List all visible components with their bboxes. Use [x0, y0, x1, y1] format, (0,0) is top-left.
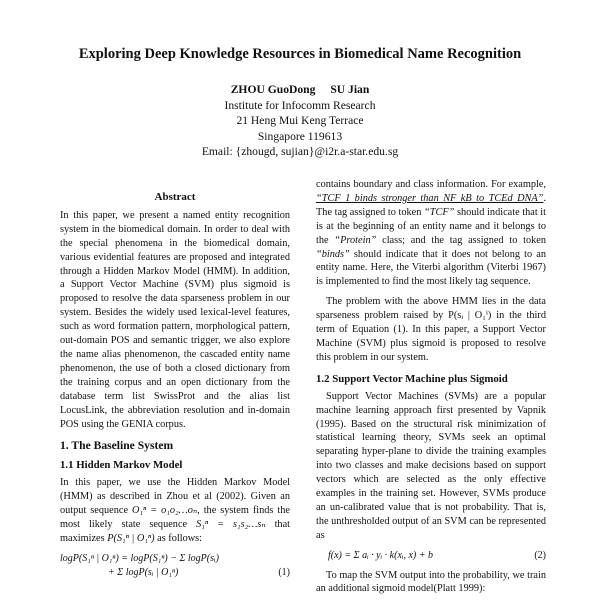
hmm-text-d: as follows: — [157, 532, 203, 544]
equation-2-number: (2) — [534, 549, 546, 561]
paper-title: Exploring Deep Knowledge Resources in Biomedical Name Recognition — [78, 46, 522, 62]
example-sentence: “TCF 1 binds stronger than NF kB to TCEd DNA” — [316, 192, 544, 204]
tag-text-c: should indicate that it is at the beginning of an entity name and it belongs to the — [316, 206, 547, 246]
svm-paragraph: Support Vector Machines (SVMs) are a popular machine learning approach first presented by Vapnik (1995). Based on the structural risk minimization of statistical learning theory, SVMs seek an optimal separating hyper-plane to divide the training examples into two classes and make decisions based on support vectors which are selected as the only effective examples in the training set. However, SVMs produce an un-calibrated value that is not probability. That is, the unthresholded output of an SVM can be represented as — [316, 390, 546, 541]
token-binds: “binds” — [316, 248, 350, 260]
prob-formula: P(S₁ⁿ | O₁ⁿ) — [107, 532, 155, 544]
equation-1-line-1: logP(S₁ⁿ | O₁ⁿ) = logP(S₁ⁿ) − Σ logP(sᵢ) — [60, 552, 219, 564]
abstract-heading: Abstract — [154, 191, 196, 203]
state-seq-formula: S₁ⁿ = s₁s₂…sₙ — [196, 518, 266, 530]
author-1: ZHOU GuoDong — [230, 83, 316, 96]
right-column — [316, 178, 546, 596]
sigmoid-paragraph: To map the SVM output into the probability, we train an additional sigmoid model(Platt 1999): — [316, 569, 546, 595]
hmm-text-a: In this paper, we use the Hidden Markov Model (HMM) as described in Zhou et al (2002). Given an output sequence — [60, 477, 290, 517]
hmm-paragraph: In this paper, we use the Hidden Markov Model (HMM) as described in Zhou et al (2002). Given an output sequence O₁ⁿ = o₁o₂…oₙ, the system finds the most likely state sequence S₁ⁿ = s₁s₂…sₙ that maximizes P(S₁ⁿ | O₁ⁿ) as follows: — [60, 477, 291, 544]
left-column — [60, 191, 290, 586]
author-block — [0, 82, 600, 160]
equation-1 — [60, 552, 290, 580]
institute: Institute for Infocomm Research — [224, 98, 376, 112]
equation-2 — [316, 549, 546, 563]
hmm-text-b: the system finds the most likely state sequence — [60, 505, 290, 530]
address-line-2: Singapore 119613 — [257, 129, 343, 143]
subsection-1-1-heading: 1.1 Hidden Markov Model — [60, 459, 183, 472]
address-line-1: 21 Heng Mui Keng Terrace — [236, 114, 364, 127]
sparseness-paragraph: The problem with the above HMM lies in the data sparseness problem raised by P(sᵢ | O₁ⁱ) in the third term of Equation (1). In this paper, a Support Vector Machine (SVM) plus sigmoid is proposed to resolve this problem in our system. — [316, 296, 546, 363]
section-1-heading: 1. The Baseline System — [60, 439, 174, 453]
tag-paragraph — [316, 178, 546, 289]
equation-2-formula: f(x) = Σ aᵢ · yᵢ · k(xᵢ, x) + b — [328, 549, 433, 561]
tag-text-e: should indicate that it does not belong to an entity name. Here, the Viterbi algorithm (Viterbi 1967) is implemented to find the most likely tag sequence. — [316, 248, 547, 288]
output-seq-formula: O₁ⁿ = o₁o₂…oₙ — [132, 505, 198, 517]
author-2: SU Jian — [330, 83, 370, 96]
tag-text-a: contains boundary and class information. For example, — [316, 179, 546, 190]
email: Email: {zhougd, sujian}@i2r.a-star.edu.sg — [201, 145, 399, 158]
equation-1-number: (1) — [278, 566, 290, 578]
abstract-text: In this paper, we present a named entity recognition system in the biomedical domain. In order to deal with the special phenomena in the biomedical domain, various evidential features are proposed and integrated through a Hidden Markov Model (HMM). In addition, a Support Vector Machine (SVM) plus sigmoid is proposed to resolve the data sparseness problem in our system. Besides the widely used lexical-level features, such as word formation pattern, morphological pattern, out-domain POS and semantic trigger, we also explore the name alias phenomenon, the cascaded entity name phenomenon, the use of both a closed dictionary from the training corpus and an open dictionary from the database term list SwissProt and the alias list LocusLink, the abbreviation resolution and in-domain POS using the GENIA corpus. — [60, 209, 290, 430]
equation-1-line-2: + Σ logP(sᵢ | O₁ⁿ) — [108, 566, 179, 578]
author-names — [0, 82, 600, 98]
class-protein: “Protein” — [334, 234, 377, 246]
hmm-text-c: that maximizes — [60, 518, 291, 544]
tag-text-d: class; and the tag assigned to token — [382, 234, 547, 246]
token-tcf: “TCF” — [424, 206, 455, 218]
subsection-1-2-heading: 1.2 Support Vector Machine plus Sigmoid — [316, 372, 508, 385]
tag-text-b: . The tag assigned to token — [316, 192, 546, 218]
